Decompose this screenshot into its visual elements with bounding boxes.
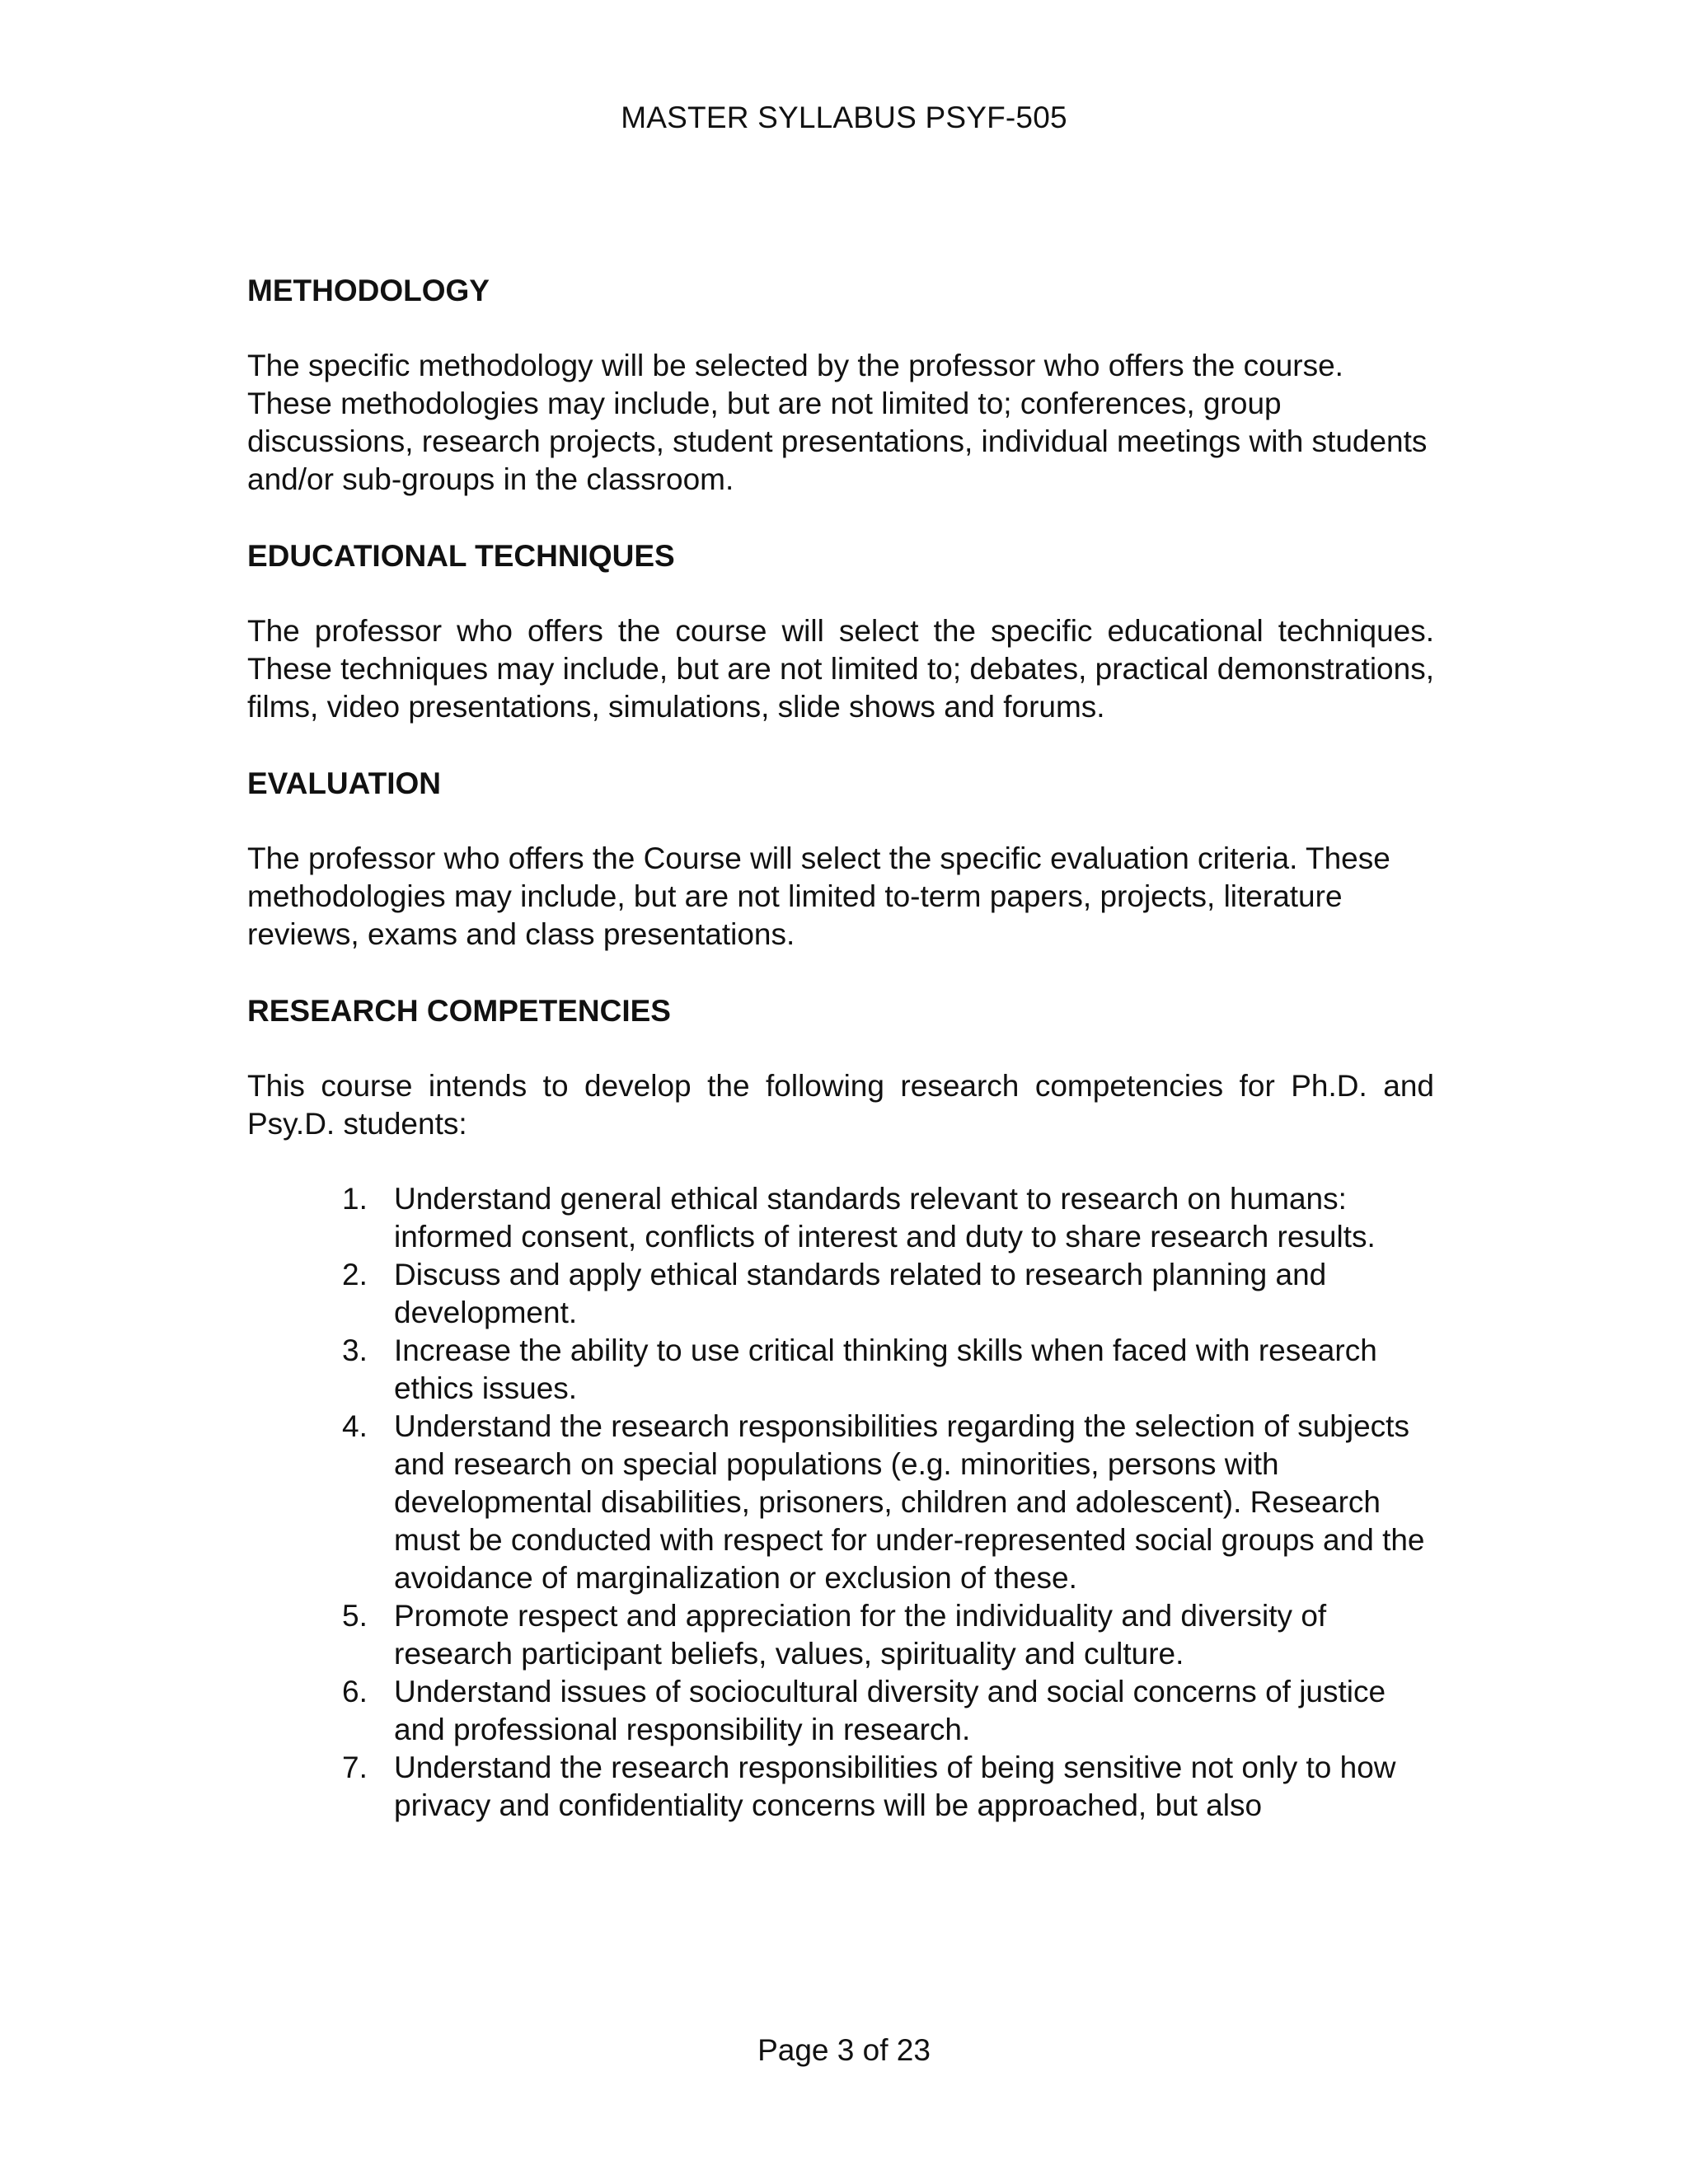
competency-number: 7. [342, 1750, 368, 1784]
competency-text: Increase the ability to use critical thinking skills when faced with research ethics issues. [394, 1333, 1377, 1405]
competency-item [342, 1597, 1434, 1673]
competency-item [342, 1408, 1434, 1597]
competency-text: Understand the research responsibilities of being sensitive not only to how privacy and confidentiality concerns will be approached, but also [394, 1750, 1396, 1822]
research-competencies-heading: RESEARCH COMPETENCIES [247, 994, 671, 1028]
methodology-section [247, 272, 1434, 499]
syllabus-content [247, 272, 1434, 1825]
evaluation-body: The professor who offers the Course will select the specific evaluation criteria. These methodologies may include, but are not limited to-term papers, projects, literature reviews, exams and class presentations. [247, 841, 1390, 951]
competency-number: 5. [342, 1599, 368, 1633]
educational-techniques-section [247, 537, 1434, 726]
competency-list [247, 1180, 1434, 1825]
page-number-footer: Page 3 of 23 [757, 2033, 931, 2067]
competency-item [342, 1256, 1434, 1332]
evaluation-heading: EVALUATION [247, 766, 442, 800]
research-competencies-section [247, 992, 1434, 1825]
evaluation-section [247, 765, 1434, 954]
competency-number: 2. [342, 1258, 368, 1291]
competency-text: Understand issues of sociocultural diversity and social concerns of justice and professional responsibility in research. [394, 1675, 1386, 1746]
methodology-heading: METHODOLOGY [247, 274, 490, 307]
competency-item [342, 1332, 1434, 1408]
competency-text: Discuss and apply ethical standards related to research planning and development. [394, 1258, 1327, 1329]
educational-techniques-heading: EDUCATIONAL TECHNIQUES [247, 539, 675, 573]
competency-text: Promote respect and appreciation for the individuality and diversity of research participant beliefs, values, spirituality and culture. [394, 1599, 1327, 1671]
competency-number: 4. [342, 1409, 368, 1443]
competency-number: 6. [342, 1675, 368, 1708]
educational-techniques-body: The professor who offers the course will select the specific educational techniques. These techniques may include, but are not limited to; debates, practical demonstrations, films, video presentations, simulations, slide shows and forums. [247, 614, 1434, 724]
research-competencies-intro: This course intends to develop the following research competencies for Ph.D. and Psy.D. students: [247, 1069, 1434, 1141]
competency-text: Understand general ethical standards relevant to research on humans: informed consent, conflicts of interest and duty to share research results. [394, 1182, 1376, 1254]
competency-item [342, 1180, 1434, 1256]
competency-item [342, 1749, 1434, 1825]
competency-text: Understand the research responsibilities regarding the selection of subjects and research on special populations (e.g. minorities, persons with developmental disabilities, prisoners, children and adolescent). Research must be conducted with respect for under-represented social groups and the avoidance of marginalization or exclusion of these. [394, 1409, 1425, 1595]
competency-number: 3. [342, 1333, 368, 1367]
competency-item [342, 1673, 1434, 1749]
competency-number: 1. [342, 1182, 368, 1216]
methodology-body: The specific methodology will be selected by the professor who offers the course. These methodologies may include, but are not limited to; conferences, group discussions, research projects, student presentations, individual meetings with students and/or sub-groups in the classroom. [247, 349, 1428, 496]
page-header-title: MASTER SYLLABUS PSYF-505 [621, 101, 1067, 134]
